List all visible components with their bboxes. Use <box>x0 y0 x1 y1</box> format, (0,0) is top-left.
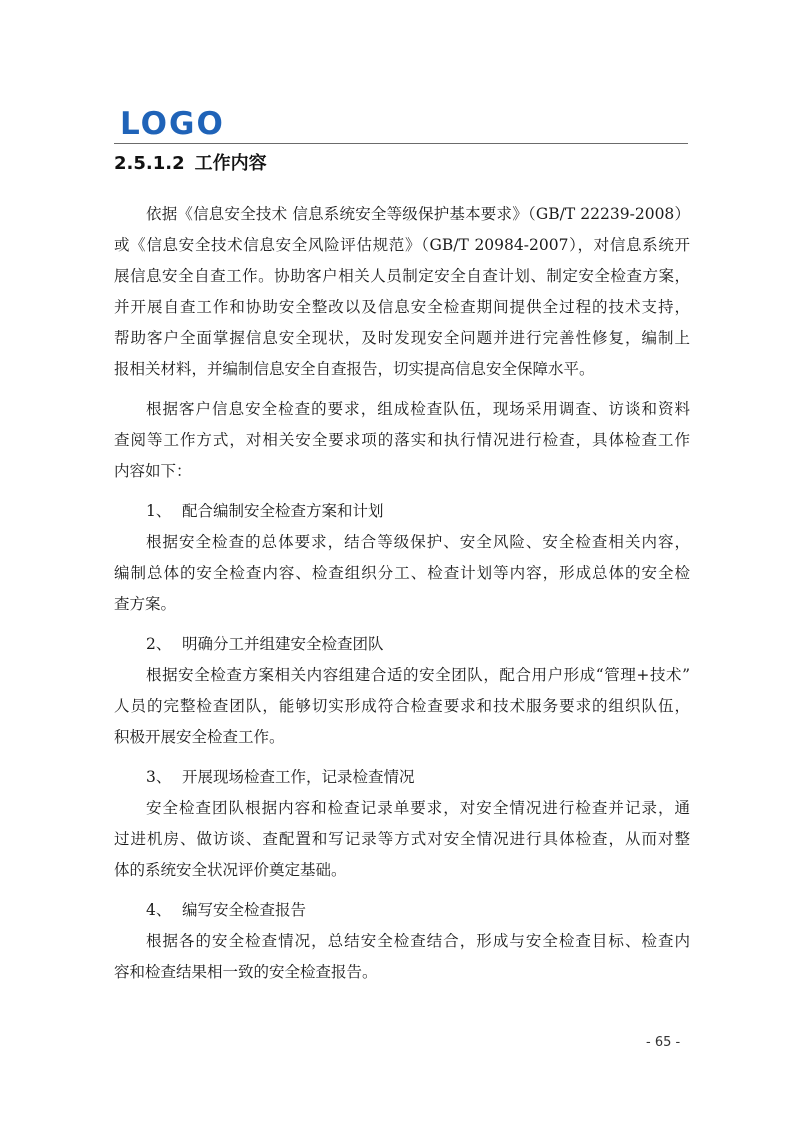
section-title: 工作内容 <box>194 153 267 174</box>
list-marker: 1、 <box>146 502 172 520</box>
list-item-line: 编制总体的安全检查内容、检查组织分工、检查计划等内容，形成总体的安全检 <box>114 564 690 582</box>
list-marker: 4、 <box>146 901 172 919</box>
list-item-title: 3、 开展现场检查工作，记录检查情况 <box>114 762 690 793</box>
intro-line: 或《信息安全技术信息安全风险评估规范》（GB/T 20984-2007），对信息系统开 <box>114 236 690 254</box>
list-item-line: 体的系统安全状况评价奠定基础。 <box>114 861 347 879</box>
list-item-title: 4、 编写安全检查报告 <box>114 895 690 926</box>
intro-line: 帮助客户全面掌握信息安全现状，及时发现安全问题并进行完善性修复，编制上 <box>114 329 690 347</box>
intro-line: 报相关材料，并编制信息安全自查报告，切实提高信息安全保障水平。 <box>114 360 595 378</box>
list-item-title: 2、 明确分工并组建安全检查团队 <box>114 629 690 660</box>
scope-line: 查阅等工作方式，对相关安全要求项的落实和执行情况进行检查，具体检查工作 <box>114 431 690 449</box>
scope-line: 内容如下： <box>114 462 192 480</box>
section-number: 2.5.1.2 <box>114 153 185 174</box>
list-marker: 2、 <box>146 635 172 653</box>
scope-line: 根据客户信息安全检查的要求，组成检查队伍，现场采用调查、访谈和资料 <box>146 400 690 418</box>
list-item-line: 过进机房、做访谈、查配置和写记录等方式对安全情况进行具体检查，从而对整 <box>114 830 690 848</box>
list-item-line: 根据各的安全检查情况，总结安全检查结合，形成与安全检查目标、检查内 <box>146 932 690 950</box>
list-item-line: 容和检查结果相一致的安全检查报告。 <box>114 963 378 981</box>
intro-line: 并开展自查工作和协助安全整改以及信息安全检查期间提供全过程的技术支持， <box>114 298 690 316</box>
list-marker: 3、 <box>146 768 172 786</box>
section-heading <box>114 152 267 176</box>
page-number: - 65 - <box>646 1035 681 1050</box>
list-item-line: 根据安全检查方案相关内容组建合适的安全团队，配合用户形成“管理+技术” <box>146 666 690 684</box>
list-item-line: 查方案。 <box>114 595 177 613</box>
list-item-title: 1、 配合编制安全检查方案和计划 <box>114 496 690 527</box>
document-body <box>114 199 690 988</box>
header-rule <box>114 143 688 144</box>
list-item-line: 安全检查团队根据内容和检查记录单要求，对安全情况进行检查并记录，通 <box>146 799 690 817</box>
list-item-line: 人员的完整检查团队，能够切实形成符合检查要求和技术服务要求的组织队伍， <box>114 697 690 715</box>
logo: LOGO <box>120 106 225 142</box>
list-item-line: 根据安全检查的总体要求，结合等级保护、安全风险、安全检查相关内容， <box>146 533 690 551</box>
intro-line: 依据《信息安全技术 信息系统安全等级保护基本要求》（GB/T 22239-2008） <box>146 205 690 223</box>
intro-line: 展信息安全自查工作。协助客户相关人员制定安全自查计划、制定安全检查方案， <box>114 267 690 285</box>
list-item-line: 积极开展安全检查工作。 <box>114 728 285 746</box>
